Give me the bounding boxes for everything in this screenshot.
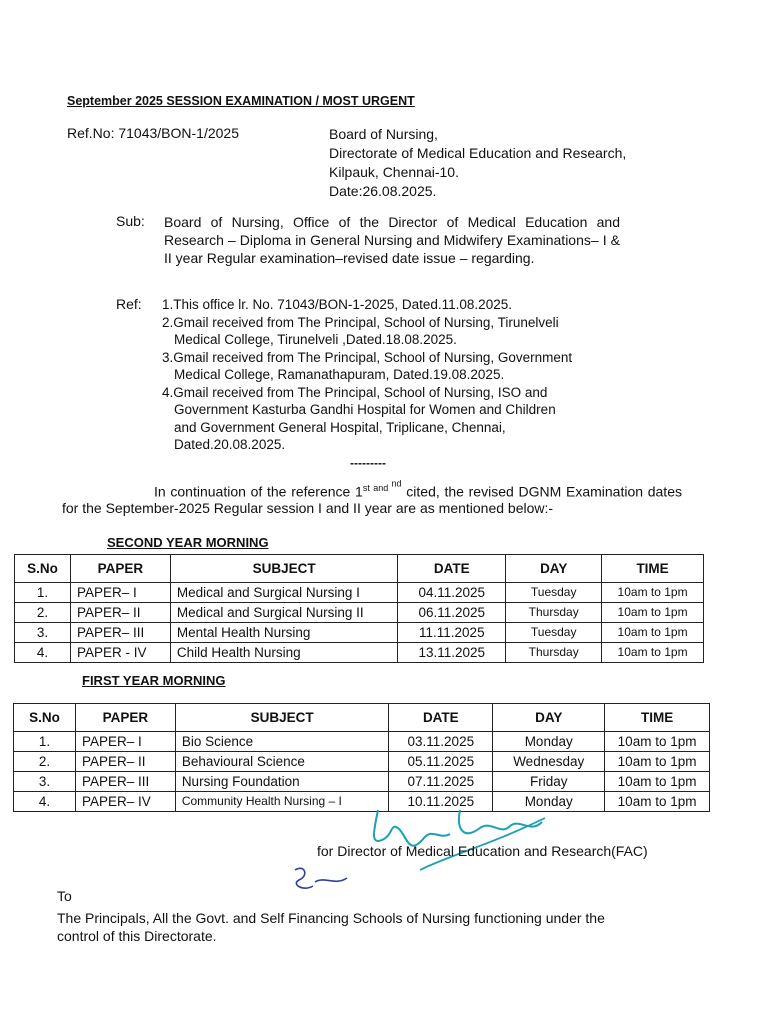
column-header: DAY [493, 704, 605, 732]
table-cell: Monday [493, 792, 605, 812]
table-cell: Behavioural Science [175, 752, 389, 772]
table-cell: 10am to 1pm [605, 752, 710, 772]
table-row [15, 643, 704, 663]
recipient-line: The Principals, All the Govt. and Self Financing Schools of Nursing functioning under the [57, 910, 605, 926]
table-cell: 10am to 1pm [605, 792, 710, 812]
table-cell: 2. [14, 752, 76, 772]
subject-text: Board of Nursing, Office of the Director of Medical Education and Research – Diploma in General Nursing and Midwifery Examinations– I & II year Regular examination–revised date issue – regarding. [164, 214, 620, 266]
table-header-row [14, 704, 710, 732]
column-header: TIME [605, 704, 710, 732]
table-row [14, 752, 710, 772]
table-cell: 3. [14, 772, 76, 792]
column-header: DATE [389, 704, 493, 732]
table-cell: Medical and Surgical Nursing I [170, 583, 398, 603]
reference-line: Government Kasturba Gandhi Hospital for Women and Children [174, 402, 556, 417]
address-line: Directorate of Medical Education and Research, [329, 145, 627, 161]
table-cell: 1. [15, 583, 71, 603]
table-cell: 11.11.2025 [398, 623, 506, 643]
table-cell: Thursday [506, 643, 602, 663]
table-cell: 3. [15, 623, 71, 643]
letter-date: Date:26.08.2025. [329, 183, 437, 199]
table-row [15, 583, 704, 603]
table-cell: 10am to 1pm [605, 732, 710, 752]
first-year-table [13, 703, 710, 812]
table-cell: PAPER– III [70, 623, 170, 643]
continuation-text: cited, the revised DGNM Examination dates for the September-2025 Regular session I and II year are as mentioned below:- [62, 483, 682, 516]
table-cell: 05.11.2025 [389, 752, 493, 772]
first-year-heading: FIRST YEAR MORNING [82, 673, 226, 688]
reference-line: Medical College, Tirunelveli ,Dated.18.08.2025. [174, 332, 457, 347]
table-cell: Wednesday [493, 752, 605, 772]
table-cell: Monday [493, 732, 605, 752]
sender-address [329, 125, 626, 201]
table-cell: 04.11.2025 [398, 583, 506, 603]
to-label: To [57, 888, 72, 904]
table-cell: Tuesday [506, 583, 602, 603]
table-cell: 06.11.2025 [398, 603, 506, 623]
second-year-table [14, 554, 704, 663]
table-cell: Child Health Nursing [170, 643, 398, 663]
subject-label: Sub: [116, 213, 145, 229]
column-header: S.No [15, 555, 71, 583]
table-cell: PAPER– II [75, 752, 175, 772]
references-list [162, 296, 572, 454]
references-label: Ref: [116, 296, 142, 312]
table-header-row [15, 555, 704, 583]
address-line: Board of Nursing, [329, 126, 438, 142]
table-cell: 10am to 1pm [602, 643, 704, 663]
reference-line: 1.This office lr. No. 71043/BON-1-2025, Dated.11.08.2025. [162, 297, 512, 312]
table-cell: 07.11.2025 [389, 772, 493, 792]
table-row [14, 732, 710, 752]
reference-item [162, 314, 572, 349]
reference-line: Medical College, Ramanathapuram, Dated.19.08.2025. [174, 367, 505, 382]
table-cell: Thursday [506, 603, 602, 623]
recipient-line: control of this Directorate. [57, 928, 217, 944]
table-cell: PAPER– II [70, 603, 170, 623]
superscript: nd [391, 478, 402, 488]
document-title: September 2025 SESSION EXAMINATION / MOST URGENT [67, 94, 415, 108]
table-cell: PAPER– III [75, 772, 175, 792]
table-cell: Mental Health Nursing [170, 623, 398, 643]
column-header: DAY [506, 555, 602, 583]
recipient-block [57, 909, 605, 945]
table-cell: 2. [15, 603, 71, 623]
column-header: TIME [602, 555, 704, 583]
second-year-heading: SECOND YEAR MORNING [107, 535, 269, 550]
reference-item [162, 384, 572, 454]
table-cell: 03.11.2025 [389, 732, 493, 752]
signature-line: for Director of Medical Education and Research(FAC) [317, 843, 648, 859]
column-header: S.No [14, 704, 76, 732]
table-cell: Friday [493, 772, 605, 792]
table-row [14, 772, 710, 792]
column-header: PAPER [70, 555, 170, 583]
reference-line: 4.Gmail received from The Principal, School of Nursing, ISO and [162, 384, 548, 400]
column-header: SUBJECT [170, 555, 398, 583]
table-cell: 10.11.2025 [389, 792, 493, 812]
reference-line: Dated.20.08.2025. [174, 437, 286, 452]
table-cell: 13.11.2025 [398, 643, 506, 663]
continuation-text: In continuation of the reference 1 [154, 483, 363, 500]
column-header: DATE [398, 555, 506, 583]
reference-line: and Government General Hospital, Triplicane, Chennai, [174, 419, 506, 435]
table-cell: 10am to 1pm [602, 603, 704, 623]
table-cell: Nursing Foundation [175, 772, 389, 792]
table-cell: 10am to 1pm [605, 772, 710, 792]
table-row [15, 603, 704, 623]
table-cell: PAPER– I [70, 583, 170, 603]
reference-item [162, 296, 572, 314]
reference-line: 2.Gmail received from The Principal, School of Nursing, Tirunelveli [162, 314, 559, 330]
table-cell: 10am to 1pm [602, 623, 704, 643]
table-cell: Tuesday [506, 623, 602, 643]
table-cell: PAPER– IV [75, 792, 175, 812]
reference-item [162, 349, 572, 384]
reference-line: 3.Gmail received from The Principal, School of Nursing, Government [162, 349, 573, 365]
table-cell: 4. [15, 643, 71, 663]
address-line: Kilpauk, Chennai-10. [329, 164, 459, 180]
separator: --------- [350, 456, 386, 470]
column-header: SUBJECT [175, 704, 389, 732]
table-cell: 10am to 1pm [602, 583, 704, 603]
table-cell: PAPER - IV [70, 643, 170, 663]
table-cell: 1. [14, 732, 76, 752]
column-header: PAPER [75, 704, 175, 732]
table-cell: PAPER– I [75, 732, 175, 752]
reference-number: Ref.No: 71043/BON-1/2025 [67, 125, 239, 141]
table-cell: Bio Science [175, 732, 389, 752]
table-cell: Community Health Nursing – I [175, 792, 389, 812]
table-cell: Medical and Surgical Nursing II [170, 603, 398, 623]
superscript: st [362, 483, 370, 493]
continuation-paragraph [62, 480, 682, 516]
table-cell: 4. [14, 792, 76, 812]
initials-icon [285, 862, 365, 902]
superscript: and [369, 483, 392, 493]
table-row [15, 623, 704, 643]
